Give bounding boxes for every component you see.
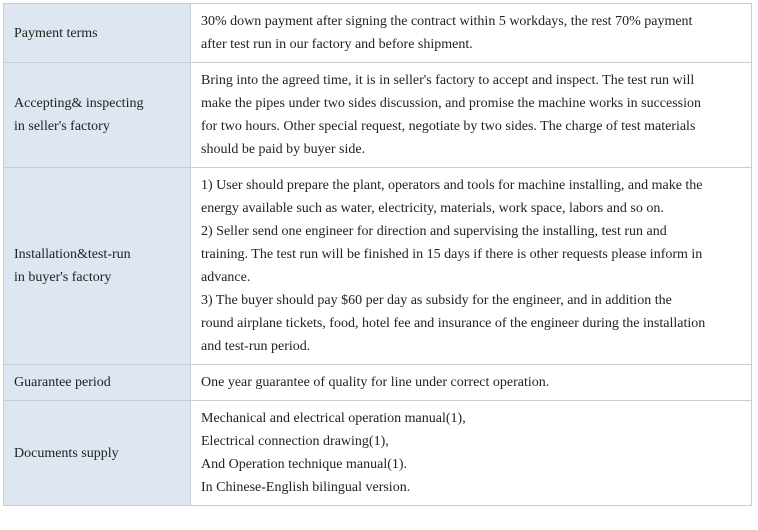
row-label-accepting-inspecting bbox=[4, 63, 191, 168]
table-row-guarantee-period bbox=[4, 365, 752, 401]
label-line: Accepting& inspecting bbox=[14, 96, 144, 111]
row-value-payment-terms bbox=[191, 4, 752, 63]
value-line: energy available such as water, electricity, materials, work space, labors and so on. bbox=[201, 201, 664, 216]
value-line: after test run in our factory and before shipment. bbox=[201, 37, 473, 52]
label-line: Documents supply bbox=[14, 445, 119, 461]
value-line: round airplane tickets, food, hotel fee and insurance of the engineer during the installation bbox=[201, 316, 706, 331]
value-line: for two hours. Other special request, negotiate by two sides. The charge of test materials bbox=[201, 119, 696, 134]
value-line: training. The test run will be finished in 15 days if there is other requests please inform in bbox=[201, 247, 703, 262]
table-row-accepting-inspecting bbox=[4, 63, 752, 168]
value-line: One year guarantee of quality for line under correct operation. bbox=[201, 375, 550, 390]
value-line: should be paid by buyer side. bbox=[201, 142, 366, 157]
terms-table bbox=[3, 3, 752, 506]
value-line: advance. bbox=[201, 270, 251, 285]
label-line: Installation&test-run bbox=[14, 247, 131, 262]
value-line: 1) User should prepare the plant, operators and tools for machine installing, and make the bbox=[201, 178, 703, 193]
value-line: Electrical connection drawing(1), bbox=[201, 434, 389, 449]
label-line: in buyer's factory bbox=[14, 270, 112, 285]
value-line: 30% down payment after signing the contract within 5 workdays, the rest 70% payment bbox=[201, 14, 693, 29]
row-label-installation-test-run bbox=[4, 168, 191, 365]
row-value-accepting-inspecting bbox=[191, 63, 752, 168]
label-line: in seller's factory bbox=[14, 119, 110, 134]
row-value-installation-test-run bbox=[191, 168, 752, 365]
label-line: Guarantee period bbox=[14, 375, 111, 390]
row-value-guarantee-period bbox=[191, 365, 752, 401]
value-line: 3) The buyer should pay $60 per day as subsidy for the engineer, and in addition the bbox=[201, 293, 672, 308]
row-label-payment-terms bbox=[4, 4, 191, 63]
row-label-guarantee-period bbox=[4, 365, 191, 401]
label-line: Payment terms bbox=[14, 25, 98, 41]
value-line: and test-run period. bbox=[201, 339, 311, 354]
table-row-payment-terms bbox=[4, 4, 752, 63]
row-value-documents-supply bbox=[191, 401, 752, 506]
table-row-installation-test-run bbox=[4, 168, 752, 365]
value-line: Bring into the agreed time, it is in seller's factory to accept and inspect. The test run will bbox=[201, 73, 695, 88]
value-line: Mechanical and electrical operation manual(1), bbox=[201, 411, 466, 426]
table-row-documents-supply bbox=[4, 401, 752, 506]
value-line: 2) Seller send one engineer for direction and supervising the installing, test run and bbox=[201, 224, 667, 239]
value-line: And Operation technique manual(1). bbox=[201, 457, 408, 472]
value-line: In Chinese-English bilingual version. bbox=[201, 480, 411, 495]
value-line: make the pipes under two sides discussion, and promise the machine works in succession bbox=[201, 96, 702, 111]
row-label-documents-supply bbox=[4, 401, 191, 506]
